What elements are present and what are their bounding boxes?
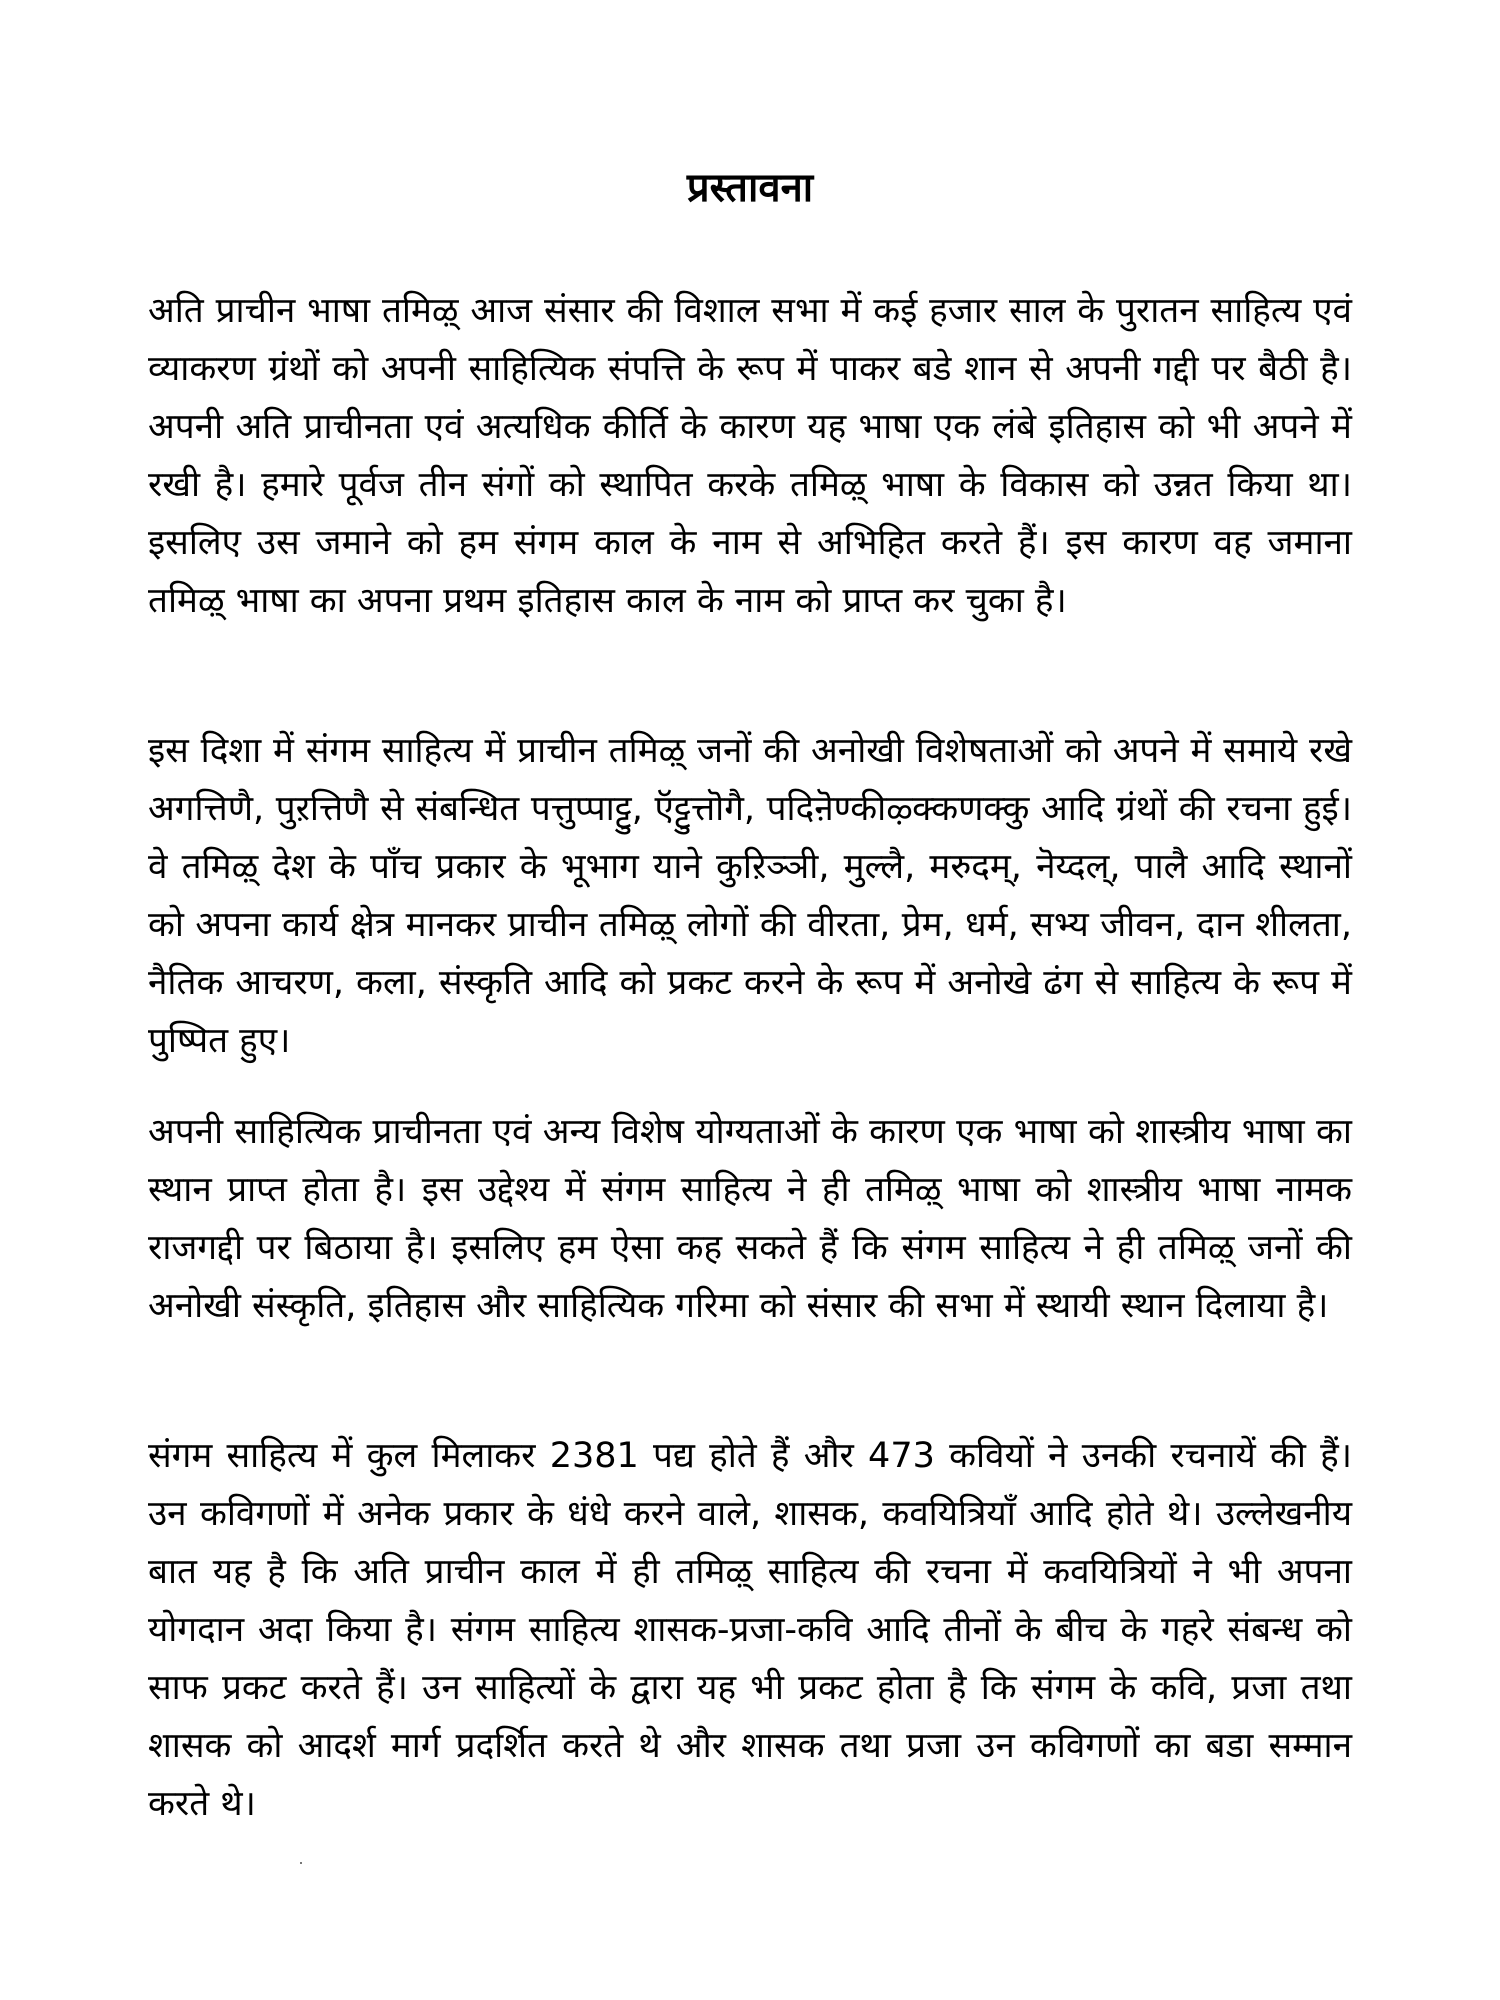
page-title: प्रस्तावना — [686, 165, 814, 211]
paragraph-1: अति प्राचीन भाषा तमिऴ् आज संसार की विशाल सभा में कई हजार साल के पुरातन साहित्य एवं व्याकरण ग्रंथों को अपनी साहित्यिक संपत्ति के रूप में पाकर बडे शान से अपनी गद्दी पर बैठी है। अपनी अति प्राचीनता एवं अत्यधिक कीर्ति के कारण यह भाषा एक लंबे इतिहास को भी अपने में रखी है। हमारे पूर्वज तीन संगों को स्थापित करके तमिऴ् भाषा के विकास को उन्नत किया था। इसलिए उस जमाने को हम संगम काल के नाम से अभिहित करते हैं। इस कारण वह जमाना तमिऴ् भाषा का अपना प्रथम इतिहास काल के नाम को प्राप्त कर चुका है। — [148, 291, 1352, 621]
paragraph-2: इस दिशा में संगम साहित्य में प्राचीन तमिऴ् जनों की अनोखी विशेषताओं को अपने में समाये रखे अगत्तिणै, पुऱत्तिणै से संबन्धित पत्तुप्पाट्टु, ऍट्टुत्तॊगै, पदिऩॆण्कीऴ्क्कणक्कु आदि ग्रंथों की रचना हुई। वे तमिऴ् देश के पाँच प्रकार के भूभाग याने कुऱिञ्ञी, मुल्लै, मरुदम्, नॆय्दल्, पालै आदि स्थानों को अपना कार्य क्षेत्र मानकर प्राचीन तमिऴ् लोगों की वीरता, प्रेम, धर्म, सभ्य जीवन, दान शीलता, नैतिक आचरण, कला, संस्कृति आदि को प्रकट करने के रूप में अनोखे ढंग से साहित्य के रूप में पुष्पित हुए। — [148, 731, 1352, 1061]
paragraph-4: संगम साहित्य में कुल मिलाकर 2381 पद्य होते हैं और 473 कवियों ने उनकी रचनायें की हैं। उन कविगणों में अनेक प्रकार के धंधे करने वाले, शासक, कवयित्रियाँ आदि होते थे। उल्लेखनीय बात यह है कि अति प्राचीन काल में ही तमिऴ् साहित्य की रचना में कवयित्रियों ने भी अपना योगदान अदा किया है। संगम साहित्य शासक-प्रजा-कवि आदि तीनों के बीच के गहरे संबन्ध को साफ प्रकट करते हैं। उन साहित्यों के द्वारा यह भी प्रकट होता है कि संगम के कवि, प्रजा तथा शासक को आदर्श मार्ग प्रदर्शित करते थे और शासक तथा प्रजा उन कविगणों का बडा सम्मान करते थे। — [148, 1436, 1352, 1824]
scan-speck — [300, 1862, 302, 1864]
paragraph-3: अपनी साहित्यिक प्राचीनता एवं अन्य विशेष योग्यताओं के कारण एक भाषा को शास्त्रीय भाषा का स्थान प्राप्त होता है। इस उद्देश्य में संगम साहित्य ने ही तमिऴ् भाषा को शास्त्रीय भाषा नामक राजगद्दी पर बिठाया है। इसलिए हम ऐसा कह सकते हैं कि संगम साहित्य ने ही तमिऴ् जनों की अनोखी संस्कृति, इतिहास और साहित्यिक गरिमा को संसार की सभा में स्थायी स्थान दिलाया है। — [148, 1112, 1352, 1326]
